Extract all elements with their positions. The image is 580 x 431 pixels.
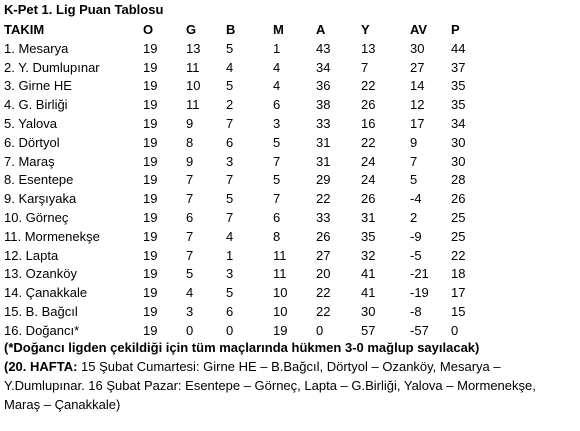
- points-cell: 28: [451, 172, 466, 188]
- lost-cell: 19: [273, 322, 288, 338]
- won-cell: 11: [186, 97, 200, 113]
- goals-against-cell: 26: [361, 191, 376, 207]
- goals-for-cell: 38: [316, 97, 331, 113]
- drawn-cell: 2: [226, 97, 234, 113]
- goals-against-cell: 22: [361, 78, 376, 94]
- table-row: [0, 40, 480, 59]
- table-body: [0, 40, 480, 341]
- points-cell: 34: [451, 115, 466, 131]
- team-cell: 9. Karşıyaka: [4, 191, 77, 207]
- won-cell: 0: [186, 322, 194, 338]
- goal-difference-cell: 14: [410, 78, 425, 94]
- goals-for-cell: 27: [316, 247, 331, 263]
- team-cell: 4. G. Birliği: [4, 97, 68, 113]
- goals-against-cell: 32: [361, 247, 376, 263]
- lost-cell: 5: [273, 172, 281, 188]
- goal-difference-cell: 7: [410, 153, 418, 169]
- team-cell: 5. Yalova: [4, 115, 58, 131]
- table-row: [0, 171, 480, 190]
- lost-cell: 7: [273, 191, 281, 207]
- goals-for-cell: 0: [316, 322, 324, 338]
- team-cell: 11. Mormenekşe: [4, 228, 100, 244]
- played-cell: 19: [143, 59, 158, 75]
- goals-for-cell: 29: [316, 172, 331, 188]
- fixtures-note: [4, 357, 576, 376]
- played-cell: 19: [143, 228, 158, 244]
- goals-for-cell: 31: [316, 153, 331, 169]
- header-lost: M: [273, 22, 284, 37]
- lost-cell: 11: [273, 266, 287, 282]
- points-cell: 37: [451, 59, 466, 75]
- fixtures-line-1: 15 Şubat Cumartesi: Girne HE – B.Bağcıl, Dörtyol – Ozanköy, Mesarya –: [77, 359, 501, 374]
- drawn-cell: 5: [226, 78, 234, 94]
- lost-cell: 10: [273, 303, 288, 319]
- drawn-cell: 4: [226, 59, 234, 75]
- table-row: [0, 247, 480, 266]
- points-cell: 22: [451, 247, 466, 263]
- standings-table: [0, 21, 480, 341]
- played-cell: 19: [143, 285, 158, 301]
- goal-difference-cell: -19: [410, 285, 429, 301]
- lost-cell: 10: [273, 285, 288, 301]
- drawn-cell: 1: [226, 247, 234, 263]
- won-cell: 8: [186, 134, 194, 150]
- goals-against-cell: 41: [361, 266, 376, 282]
- team-cell: 10. Görneç: [4, 209, 69, 225]
- played-cell: 19: [143, 247, 158, 263]
- table-row: [0, 265, 480, 284]
- goal-difference-cell: -9: [410, 228, 422, 244]
- points-cell: 25: [451, 228, 466, 244]
- drawn-cell: 7: [226, 172, 234, 188]
- played-cell: 19: [143, 78, 158, 94]
- lost-cell: 6: [273, 97, 281, 113]
- withdrawal-footnote: (*Doğancı ligden çekildiği için tüm maçlarında hükmen 3-0 mağlup sayılacak): [4, 340, 480, 355]
- table-row: [0, 209, 480, 228]
- team-cell: 2. Y. Dumlupınar: [4, 59, 100, 75]
- table-row: [0, 59, 480, 78]
- notes-section: [4, 338, 576, 414]
- played-cell: 19: [143, 153, 158, 169]
- header-won: G: [186, 22, 197, 37]
- table-row: [0, 228, 480, 247]
- fixtures-heading: (20. HAFTA:: [4, 359, 78, 374]
- drawn-cell: 0: [226, 322, 234, 338]
- goals-for-cell: 34: [316, 59, 331, 75]
- goals-for-cell: 33: [316, 115, 331, 131]
- played-cell: 19: [143, 172, 158, 188]
- won-cell: 3: [186, 303, 194, 319]
- drawn-cell: 5: [226, 191, 234, 207]
- team-cell: 12. Lapta: [4, 247, 59, 263]
- points-cell: 44: [451, 40, 466, 56]
- won-cell: 9: [186, 153, 194, 169]
- fixtures-line-3: Maraş – Çanakkale): [4, 397, 121, 412]
- goals-against-cell: 24: [361, 153, 376, 169]
- table-row: [0, 303, 480, 322]
- header-played: O: [143, 22, 154, 37]
- points-cell: 30: [451, 134, 466, 150]
- header-goals-for: A: [316, 22, 326, 37]
- played-cell: 19: [143, 115, 158, 131]
- page-title: K-Pet 1. Lig Puan Tablosu: [4, 2, 164, 17]
- team-cell: 16. Doğancı*: [4, 322, 80, 338]
- goals-against-cell: 22: [361, 134, 376, 150]
- goals-against-cell: 31: [361, 209, 376, 225]
- goals-against-cell: 26: [361, 97, 376, 113]
- drawn-cell: 5: [226, 40, 234, 56]
- played-cell: 19: [143, 191, 158, 207]
- goal-difference-cell: 2: [410, 209, 418, 225]
- goals-for-cell: 36: [316, 78, 331, 94]
- table-row: [0, 115, 480, 134]
- goals-for-cell: 22: [316, 303, 331, 319]
- team-cell: 1. Mesarya: [4, 40, 69, 56]
- fixtures-line-2: Y.Dumlupınar. 16 Şubat Pazar: Esentepe – Görneç, Lapta – G.Birliği, Yalova – Mormenekşe,: [4, 378, 536, 393]
- lost-cell: 8: [273, 228, 281, 244]
- played-cell: 19: [143, 134, 158, 150]
- goal-difference-cell: -57: [410, 322, 429, 338]
- goals-against-cell: 13: [361, 40, 376, 56]
- points-cell: 35: [451, 97, 466, 113]
- points-cell: 30: [451, 153, 466, 169]
- goal-difference-cell: -5: [410, 247, 422, 263]
- lost-cell: 5: [273, 134, 281, 150]
- goals-for-cell: 33: [316, 209, 331, 225]
- team-cell: 7. Maraş: [4, 153, 55, 169]
- table-header-row: [0, 21, 480, 40]
- table-row: [0, 190, 480, 209]
- won-cell: 4: [186, 285, 194, 301]
- won-cell: 7: [186, 172, 194, 188]
- header-team: TAKIM: [4, 22, 45, 37]
- drawn-cell: 7: [226, 115, 234, 131]
- lost-cell: 7: [273, 153, 281, 169]
- drawn-cell: 4: [226, 228, 234, 244]
- lost-cell: 4: [273, 59, 281, 75]
- played-cell: 19: [143, 40, 158, 56]
- header-drawn: B: [226, 22, 236, 37]
- goal-difference-cell: 30: [410, 40, 425, 56]
- goals-against-cell: 30: [361, 303, 376, 319]
- goal-difference-cell: -21: [410, 266, 429, 282]
- goals-against-cell: 57: [361, 322, 376, 338]
- team-cell: 14. Çanakkale: [4, 285, 88, 301]
- won-cell: 13: [186, 40, 201, 56]
- drawn-cell: 7: [226, 209, 234, 225]
- points-cell: 15: [451, 303, 466, 319]
- table-row: [0, 284, 480, 303]
- played-cell: 19: [143, 322, 158, 338]
- drawn-cell: 6: [226, 134, 234, 150]
- points-cell: 18: [451, 266, 466, 282]
- team-cell: 6. Dörtyol: [4, 134, 60, 150]
- points-cell: 0: [451, 322, 459, 338]
- points-cell: 26: [451, 191, 466, 207]
- points-cell: 35: [451, 78, 466, 94]
- lost-cell: 3: [273, 115, 281, 131]
- lost-cell: 1: [273, 40, 281, 56]
- table-row: [0, 134, 480, 153]
- goal-difference-cell: 5: [410, 172, 418, 188]
- team-cell: 15. B. Bağcıl: [4, 303, 78, 319]
- played-cell: 19: [143, 209, 158, 225]
- goal-difference-cell: 27: [410, 59, 425, 75]
- won-cell: 11: [186, 59, 200, 75]
- drawn-cell: 3: [226, 266, 234, 282]
- goals-against-cell: 7: [361, 59, 369, 75]
- goal-difference-cell: -4: [410, 191, 422, 207]
- goals-for-cell: 22: [316, 191, 331, 207]
- goals-for-cell: 26: [316, 228, 331, 244]
- goals-for-cell: 43: [316, 40, 331, 56]
- goals-for-cell: 31: [316, 134, 331, 150]
- header-goals-against: Y: [361, 22, 370, 37]
- table-row: [0, 96, 480, 115]
- won-cell: 5: [186, 266, 194, 282]
- header-points: P: [451, 22, 460, 37]
- header-goal-difference: AV: [410, 22, 428, 37]
- played-cell: 19: [143, 97, 158, 113]
- goals-against-cell: 24: [361, 172, 376, 188]
- goals-for-cell: 20: [316, 266, 331, 282]
- points-cell: 17: [451, 285, 466, 301]
- team-cell: 3. Girne HE: [4, 78, 72, 94]
- goals-against-cell: 35: [361, 228, 376, 244]
- won-cell: 7: [186, 228, 194, 244]
- goal-difference-cell: 9: [410, 134, 418, 150]
- goal-difference-cell: 17: [410, 115, 425, 131]
- won-cell: 9: [186, 115, 194, 131]
- goal-difference-cell: -8: [410, 303, 422, 319]
- goal-difference-cell: 12: [410, 97, 425, 113]
- lost-cell: 11: [273, 247, 287, 263]
- table-row: [0, 153, 480, 172]
- drawn-cell: 3: [226, 153, 234, 169]
- played-cell: 19: [143, 303, 158, 319]
- goals-against-cell: 41: [361, 285, 376, 301]
- won-cell: 6: [186, 209, 194, 225]
- goals-for-cell: 22: [316, 285, 331, 301]
- won-cell: 7: [186, 247, 194, 263]
- team-cell: 13. Ozanköy: [4, 266, 77, 282]
- table-row: [0, 77, 480, 96]
- won-cell: 7: [186, 191, 194, 207]
- won-cell: 10: [186, 78, 201, 94]
- lost-cell: 6: [273, 209, 281, 225]
- lost-cell: 4: [273, 78, 281, 94]
- drawn-cell: 6: [226, 303, 234, 319]
- points-cell: 25: [451, 209, 466, 225]
- drawn-cell: 5: [226, 285, 234, 301]
- played-cell: 19: [143, 266, 158, 282]
- team-cell: 8. Esentepe: [4, 172, 74, 188]
- goals-against-cell: 16: [361, 115, 376, 131]
